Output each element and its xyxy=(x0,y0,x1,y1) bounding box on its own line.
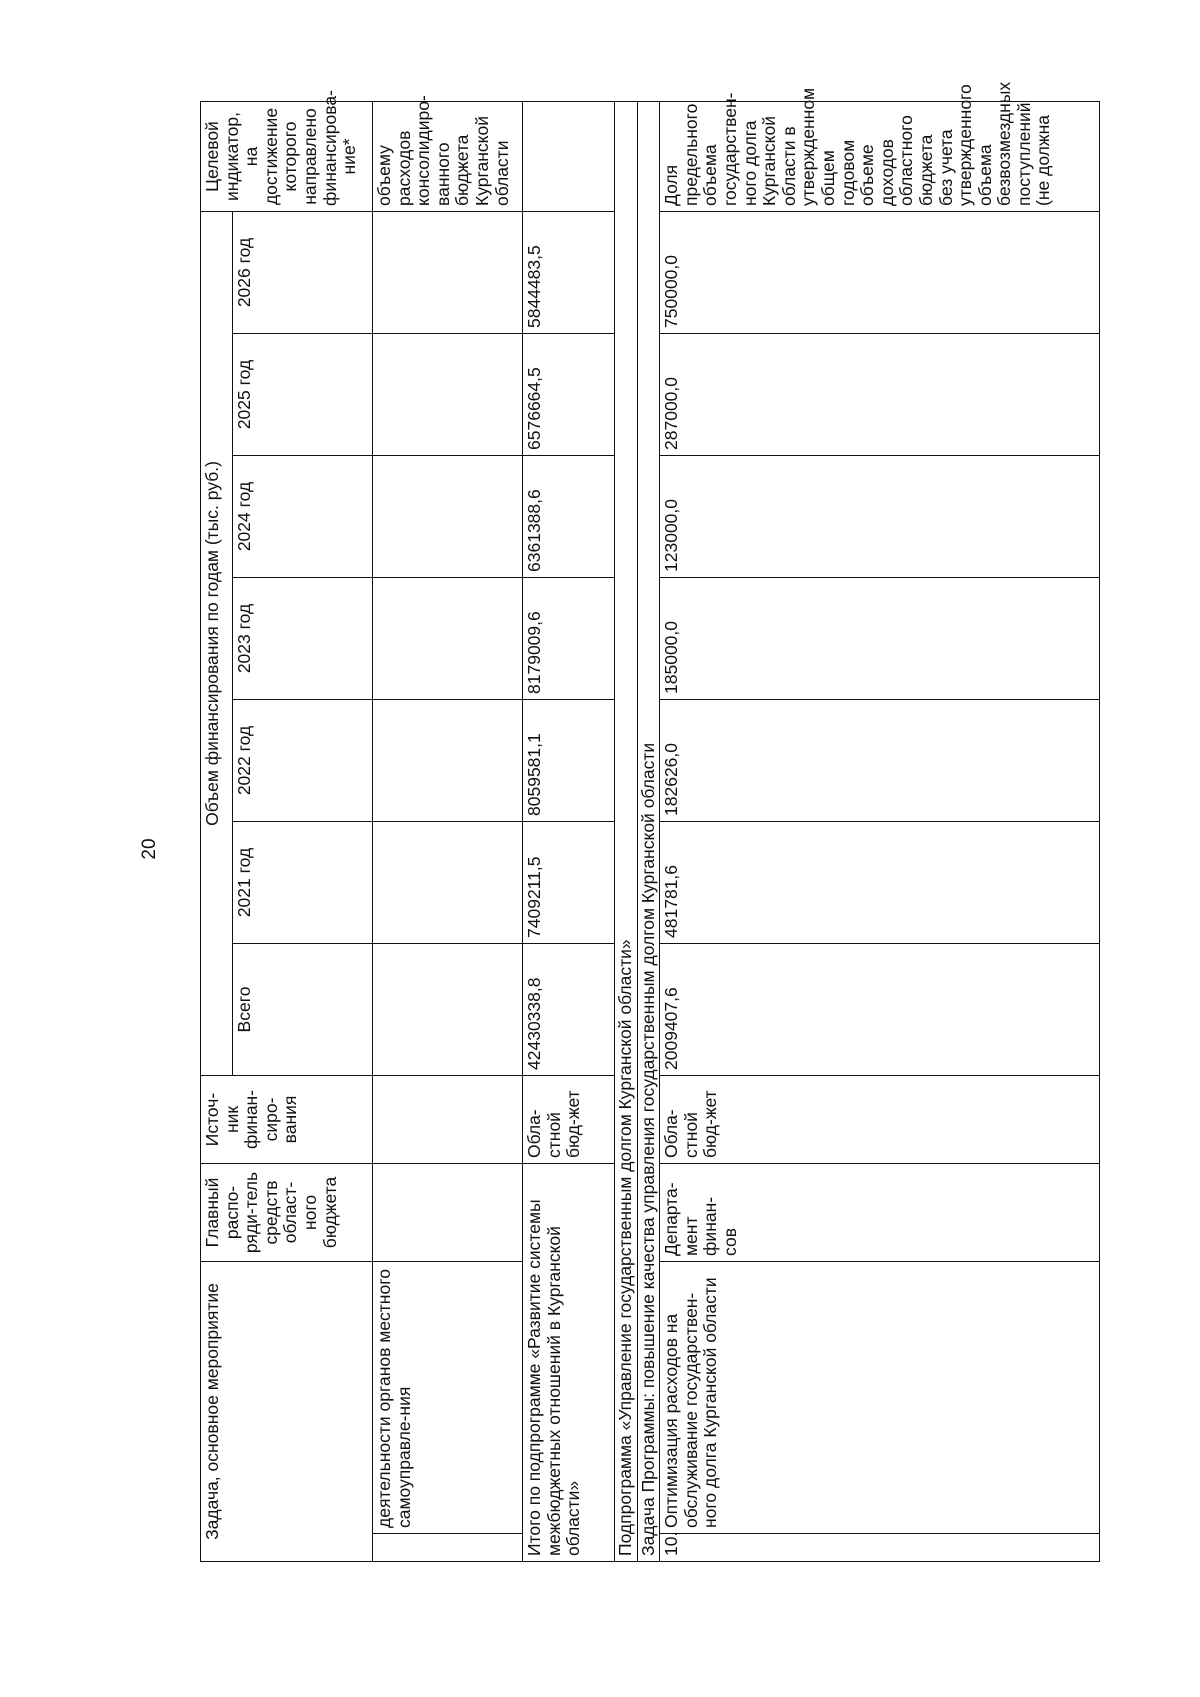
header-year-2025: 2025 год xyxy=(233,333,373,455)
total-value-2026: 5844483,5 xyxy=(523,211,615,333)
cont-total-cell xyxy=(373,943,523,1075)
header-executor: Главный распо-ряди-тель средств област-ного бюджета xyxy=(201,1163,373,1261)
header-year-2021: 2021 год xyxy=(233,821,373,943)
total-value-2025: 6576664,5 xyxy=(523,333,615,455)
task-title: Задача Программы: повышение качества управления государственным долгом Курганской области xyxy=(637,101,660,1561)
row10-value-2025: 287000,0 xyxy=(660,333,1100,455)
row10-source: Обла-стной бюд-жет xyxy=(660,1075,1100,1163)
table-row-10 xyxy=(660,101,1100,1561)
row10-value-2026: 750000,0 xyxy=(660,211,1100,333)
page-number: 20 xyxy=(139,838,160,860)
header-funding-group: Объем финансирования по годам (тыс. руб.) xyxy=(201,211,233,1075)
header-year-2026: 2026 год xyxy=(233,211,373,333)
total-value-2023: 8179009,6 xyxy=(523,577,615,699)
row10-executor: Департа-мент финан-сов xyxy=(660,1163,1100,1261)
cont-2023-cell xyxy=(373,577,523,699)
row10-value-2022: 182626,0 xyxy=(660,699,1100,821)
row10-value-2024: 123000,0 xyxy=(660,455,1100,577)
funding-table-rotated xyxy=(200,81,1100,1562)
header-source: Источ-ник финан-сиро-вания xyxy=(201,1075,373,1163)
row10-value-2023: 185000,0 xyxy=(660,577,1100,699)
cont-2022-cell xyxy=(373,699,523,821)
cont-2025-cell xyxy=(373,333,523,455)
cont-2026-cell xyxy=(373,211,523,333)
cont-task-cell: деятельности органов местного самоуправле-ния xyxy=(373,1261,523,1533)
funding-table xyxy=(200,81,1100,1562)
header-year-2022: 2022 год xyxy=(233,699,373,821)
total-value-2021: 7409211,5 xyxy=(523,821,615,943)
row10-value-all: 2009407,6 xyxy=(660,943,1100,1075)
subprogram-title: Подпрограмма «Управление государственным долгом Курганской области» xyxy=(615,101,638,1561)
header-task: Задача, основное мероприятие xyxy=(201,1261,373,1561)
header-total: Всего xyxy=(233,943,373,1075)
cont-executor-cell xyxy=(373,1163,523,1261)
total-label-cell: Итого по подпрограмме «Развитие системы межбюджетных отношений в Курганской области» xyxy=(523,1163,615,1561)
cont-2024-cell xyxy=(373,455,523,577)
row10-task: Оптимизация расходов на обслуживание государствен-ного долга Курганской области xyxy=(660,1261,1100,1533)
header-indicator: Целевой индикатор, на достижение которого направлено финансирова-ние* xyxy=(201,101,373,211)
header-year-2024: 2024 год xyxy=(233,455,373,577)
total-value-2022: 8059581,1 xyxy=(523,699,615,821)
row10-index: 10. xyxy=(660,1534,1100,1562)
table-row-total xyxy=(523,101,615,1561)
cont-indicator-cell: объему расходов консолидиро-ванного бюджета Курганской области xyxy=(373,101,523,211)
total-value-all: 42430338,8 xyxy=(523,943,615,1075)
table-row-continuation xyxy=(373,101,523,1561)
header-year-2023: 2023 год xyxy=(233,577,373,699)
total-source-cell: Обла-стной бюд-жет xyxy=(523,1075,615,1163)
cont-index-cell xyxy=(373,1534,523,1562)
total-indicator-cell xyxy=(523,101,615,211)
cont-source-cell xyxy=(373,1075,523,1163)
row10-indicator: Доля предельного объема государствен-ного долга Курганской области в утвержденном общем годовом объеме доходов областного бюджета без учета утвержденного объема безвозмездных поступлений (не должна xyxy=(660,101,1100,211)
cont-2021-cell xyxy=(373,821,523,943)
row10-value-2021: 481781,6 xyxy=(660,821,1100,943)
total-value-2024: 6361388,6 xyxy=(523,455,615,577)
